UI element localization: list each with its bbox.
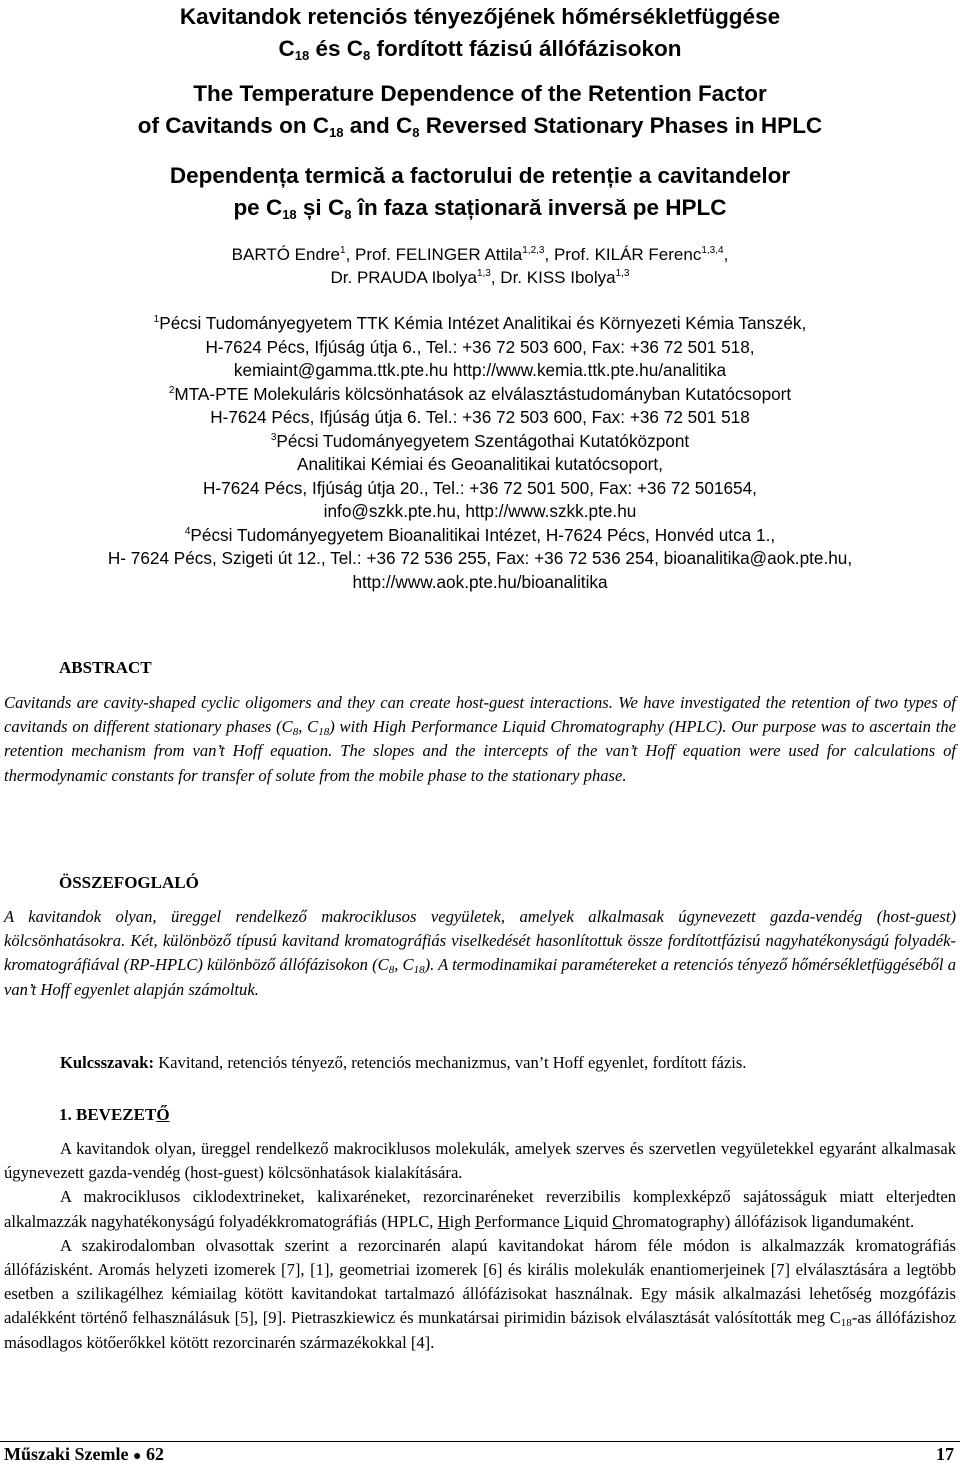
- title-english-line2: of Cavitands on C18 and C8 Reversed Stationary Phases in HPLC: [137, 113, 823, 140]
- title-romanian-line2: pe C18 și C8 în faza staționară inversă pe HPLC: [233, 195, 727, 222]
- title-hungarian-line2: C18 és C8 fordított fázisú állófázisokon: [278, 36, 682, 63]
- affiliation-4: $^4$Pécsi Tudományegyetem Bioanalitikai Intézet, H-7624 Pécs, Honvéd utca 1.,: [184, 524, 776, 545]
- page-number: 17: [936, 1444, 954, 1464]
- author-list: [0, 243, 960, 289]
- affiliation-1: $^1$Pécsi Tudományegyetem TTK Kémia Intézet Analitikai és Környezeti Kémia Tanszék,: [153, 313, 807, 333]
- title-romanian-block: [0, 160, 960, 224]
- section-1-heading: 1. BEVEZETŐ: [59, 1105, 170, 1124]
- intro-paragraph-1: A kavitandok olyan, üreggel rendelkező makrociklusos molekulák, amelyek szerves és szervetlen vegyületekkel egyaránt alkalmasak úgynevezett gazda-vendég (host-guest) kölcsönhatások kialakítására.: [4, 1139, 956, 1183]
- keywords-label: Kulcsszavak:: [60, 1053, 155, 1072]
- intro-paragraph-3: A szakirodalomban olvasottak szerint a rezorcinarén alapú kavitandokat három féle módon is alkalmazzák kromatográfiás állófázisként. Aromás helyzeti izomerek [7], [1], geometriai izomerek [6] és királis molekulák enantiomerjeinek [7] elválasztására a legtöbb esetben a szilikagélhez kémiailag kötött kavitandokat tartalmazó állófázisokat használnak. Egy másik alkalmazási lehetőség mozgófázis adalékként történő felhasználásuk [5], [9]. Pietraszkiewicz és munkatársai pirimidin bázisok elválasztását valósították meg $C_{18}-as$ állófázishoz másodlagos kötőerőkkel kötött rezorcinarén származékokkal [4].: [4, 1235, 956, 1352]
- intro-paragraph-2: A makrociklusos ciklodextrineket, kalixaréneket, rezorcinaréneket reverzibilis komplexképző sajátosságuk miatt elterjedten alkalmazzák nagyhatékonyságú folyadékkromatográfiás (HPLC, High Performance Liquid Chromatography) állófázisok ligandumaként.: [4, 1187, 956, 1231]
- keywords-text: Kavitand, retenciós tényező, retenciós mechanizmus, van’t Hoff egyenlet, fordított fázis.: [154, 1053, 747, 1072]
- abstract-heading: ABSTRACT: [59, 658, 152, 677]
- introduction-text: [4, 1137, 956, 1355]
- keywords: [60, 1052, 746, 1074]
- footer-rule: [0, 1441, 960, 1442]
- author-line1: BARTÓ Endre$^1$, Prof. FELINGER Attila$^{1,2,3}$, Prof. KILÁR Ferenc$^{1,3,4}$,: [231, 245, 729, 264]
- affiliation-3: $^3$Pécsi Tudományegyetem Szentágothai Kutatóközpont: [270, 430, 690, 451]
- title-english-line1: The Temperature Dependence of the Retention Factor: [193, 81, 767, 106]
- affiliation-2: $^2$MTA-PTE Molekuláris kölcsönhatások az elválasztástudományban Kutatócsoport: [168, 383, 792, 404]
- abstract-text: Cavitands are cavity-shaped cyclic oligomers and they can create host-guest interactions. We have investigated the retention of two types of cavitands on different stationary phases ($C_8$, $C_{18}$) with High Performance Liquid Chromatography (HPLC). Our purpose was to ascertain the retention mechanism from van’t Hoff equation. The slopes and the intercepts of the van’t Hoff equation were used for calculations of thermodynamic constants for transfer of solute from the mobile phase to the stationary phase.: [4, 693, 956, 785]
- summary-text: A kavitandok olyan, üreggel rendelkező makrociklusos vegyületek, amelyek alkalmasak úgynevezett gazda-vendég (host-guest) kölcsönhatásokra. Két, különböző típusú kavitand kromatográfiás viselkedését hasonlítottuk össze fordítottfázisú nagyhatékonyságú folyadék-kromatográfiával (RP-HPLC) különböző állófázisokon ($C_8$, $C_{18}$). A termodinamikai paramétereket a retenciós tényező hőmérsékletfüggéséből a van’t Hoff egyenlet alapján számoltuk.: [4, 907, 956, 999]
- summary-heading: ÖSSZEFOGLALÓ: [59, 873, 199, 892]
- title-romanian-line1: Dependența termică a factorului de retenție a cavitandelor: [169, 163, 791, 188]
- title-english-block: [0, 78, 960, 142]
- footer-journal: Műszaki Szemle ● 62: [4, 1444, 164, 1464]
- title-hungarian-line1: Kavitandok retenciós tényezőjének hőmérsékletfüggése: [179, 4, 781, 29]
- bullet-icon: ●: [132, 1449, 142, 1464]
- affiliation-list: $^1$Pécsi Tudományegyetem TTK Kémia Intézet Analitikai és Környezeti Kémia Tanszék, H-7624 Pécs, Ifjúság útja 6., Tel.: +36 72 503 600, Fax: +36 72 501 518, kemiaint@gamma.ttk.pte.hu http://www.kemia.ttk.pte.hu/analitika $^2$MTA-PTE Molekuláris kölcsönhatások az elválasztástudományban Kutatócsoport H-7624 Pécs, Ifjúság útja 6. Tel.: +36 72 503 600, Fax: +36 72 501 518 $^3$Pécsi Tudományegyetem Szentágothai Kutatóközpont Analitikai Kémiai és Geoanalitikai kutatócsoport, H-7624 Pécs, Ifjúság útja 20., Tel.: +36 72 501 500, Fax: +36 72 501654, info@szkk.pte.hu, http://www.szkk.pte.hu $^4$Pécsi Tudományegyetem Bioanalitikai Intézet, H-7624 Pécs, Honvéd utca 1., H- 7624 Pécs, Szigeti út 12., Tel.: +36 72 536 255, Fax: +36 72 536 254, bioanalitika@aok.pte.hu, http://www.aok.pte.hu/bioanalitika: [0, 312, 960, 594]
- title-block: [0, 1, 960, 65]
- author-line2: Dr. PRAUDA Ibolya$^{1,3}$, Dr. KISS Ibolya$^{1,3}$: [330, 268, 630, 287]
